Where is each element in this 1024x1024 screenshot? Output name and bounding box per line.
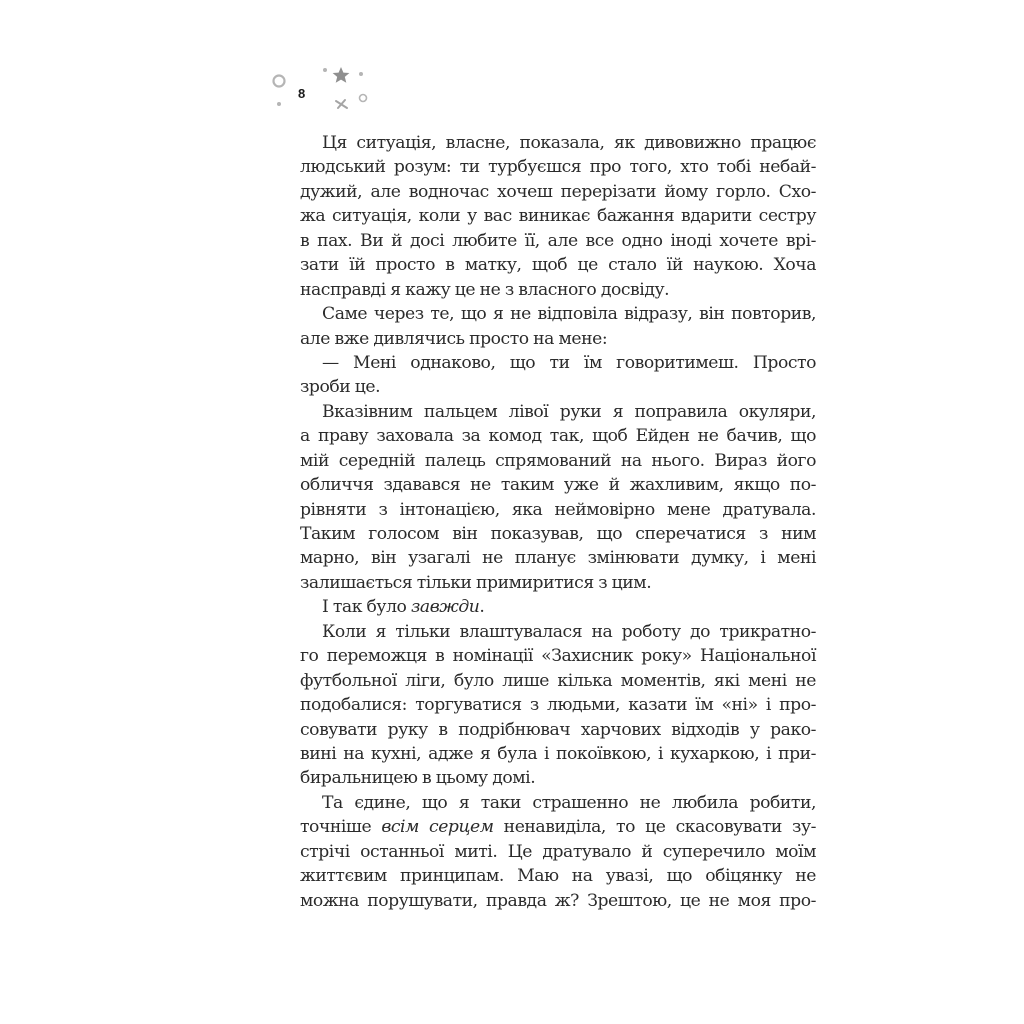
dialogue-line: — Мені однаково, що ти їм говоритимеш. Просто xyxy=(322,352,816,373)
italic-emphasis: всім серцем xyxy=(381,817,494,838)
page-header-decoration xyxy=(268,62,378,112)
text-line: Вказівним пальцем лівої руки я поправила окуляри, xyxy=(322,401,816,422)
text-line: Коли я тільки влаштувалася на роботу до трикратно- xyxy=(322,621,816,642)
text-line xyxy=(300,815,816,839)
text-line: мій середній палець спрямований на нього. Вираз його xyxy=(300,450,816,471)
text-run: ненавиділа, то це скасовувати зу- xyxy=(493,817,816,838)
text-run: І так було xyxy=(322,597,411,618)
ring-icon xyxy=(274,76,285,87)
text-line: совувати руку в подрібнювач харчових відходів у рако- xyxy=(300,719,816,740)
text-line: стрічі останньої миті. Це дратувало й суперечило моїм xyxy=(300,841,816,862)
italic-emphasis: завжди xyxy=(410,597,480,618)
text-line: обличчя здавався не таким уже й жахливим, якщо по- xyxy=(300,475,816,496)
star-icon xyxy=(333,67,350,83)
small-ring-icon xyxy=(360,95,367,102)
page-number: 8 xyxy=(298,86,306,101)
text-line: зроби це. xyxy=(300,377,381,398)
text-line: але вже дивлячись просто на мене: xyxy=(300,328,608,349)
text-line: жа ситуація, коли у вас виникає бажання вдарити сестру xyxy=(300,206,816,227)
text-line: зати їй просто в матку, щоб це стало їй наукою. Хоча xyxy=(300,255,816,276)
text-line: футбольної ліги, було лише кілька моментів, які мені не xyxy=(300,670,816,691)
dot-icon xyxy=(323,68,327,72)
text-run: точніше xyxy=(300,817,382,838)
text-line: Таким голосом він показував, що сперечатися з ним xyxy=(300,524,816,544)
text-line: Саме через те, що я не відповіла відразу, він повторив, xyxy=(322,304,816,325)
text-line: дужий, але водночас хочеш перерізати йому горло. Схо- xyxy=(300,181,816,202)
text-line: рівняти з інтонацією, яка неймовірно мене дратувала. xyxy=(300,499,816,520)
dot-icon xyxy=(359,72,363,76)
text-line: людський розум: ти турбуєшся про того, хто тобі небай- xyxy=(300,157,816,178)
text-line xyxy=(300,595,816,619)
dot-icon xyxy=(277,102,281,106)
body-text xyxy=(300,131,816,913)
text-run: . xyxy=(479,597,485,618)
cross-icon xyxy=(336,100,347,108)
text-line: насправді я кажу це не з власного досвіду. xyxy=(300,279,670,300)
text-line: залишається тільки примиритися з цим. xyxy=(300,572,652,593)
text-line: го переможця в номінації «Захисник року» Національної xyxy=(300,646,816,667)
text-line: биральницею в цьому домі. xyxy=(300,768,536,789)
text-line: можна порушувати, правда ж? Зрештою, це не моя про- xyxy=(300,890,816,911)
text-line: марно, він узагалі не планує змінювати думку, і мені xyxy=(300,548,816,569)
text-line: подобалися: торгуватися з людьми, казати їм «ні» і про- xyxy=(300,695,816,716)
text-line: а праву заховала за комод так, щоб Ейден не бачив, що xyxy=(300,426,816,447)
text-line: в пах. Ви й досі любите її, але все одно іноді хочете врі- xyxy=(300,230,816,251)
text-line: життєвим принципам. Маю на увазі, що обіцянку не xyxy=(300,866,816,887)
text-line: вині на кухні, адже я була і покоївкою, і кухаркою, і при- xyxy=(300,743,816,764)
text-line: Ця ситуація, власне, показала, як дивовижно працює xyxy=(322,133,816,153)
text-line: Та єдине, що я таки страшенно не любила робити, xyxy=(322,792,816,813)
